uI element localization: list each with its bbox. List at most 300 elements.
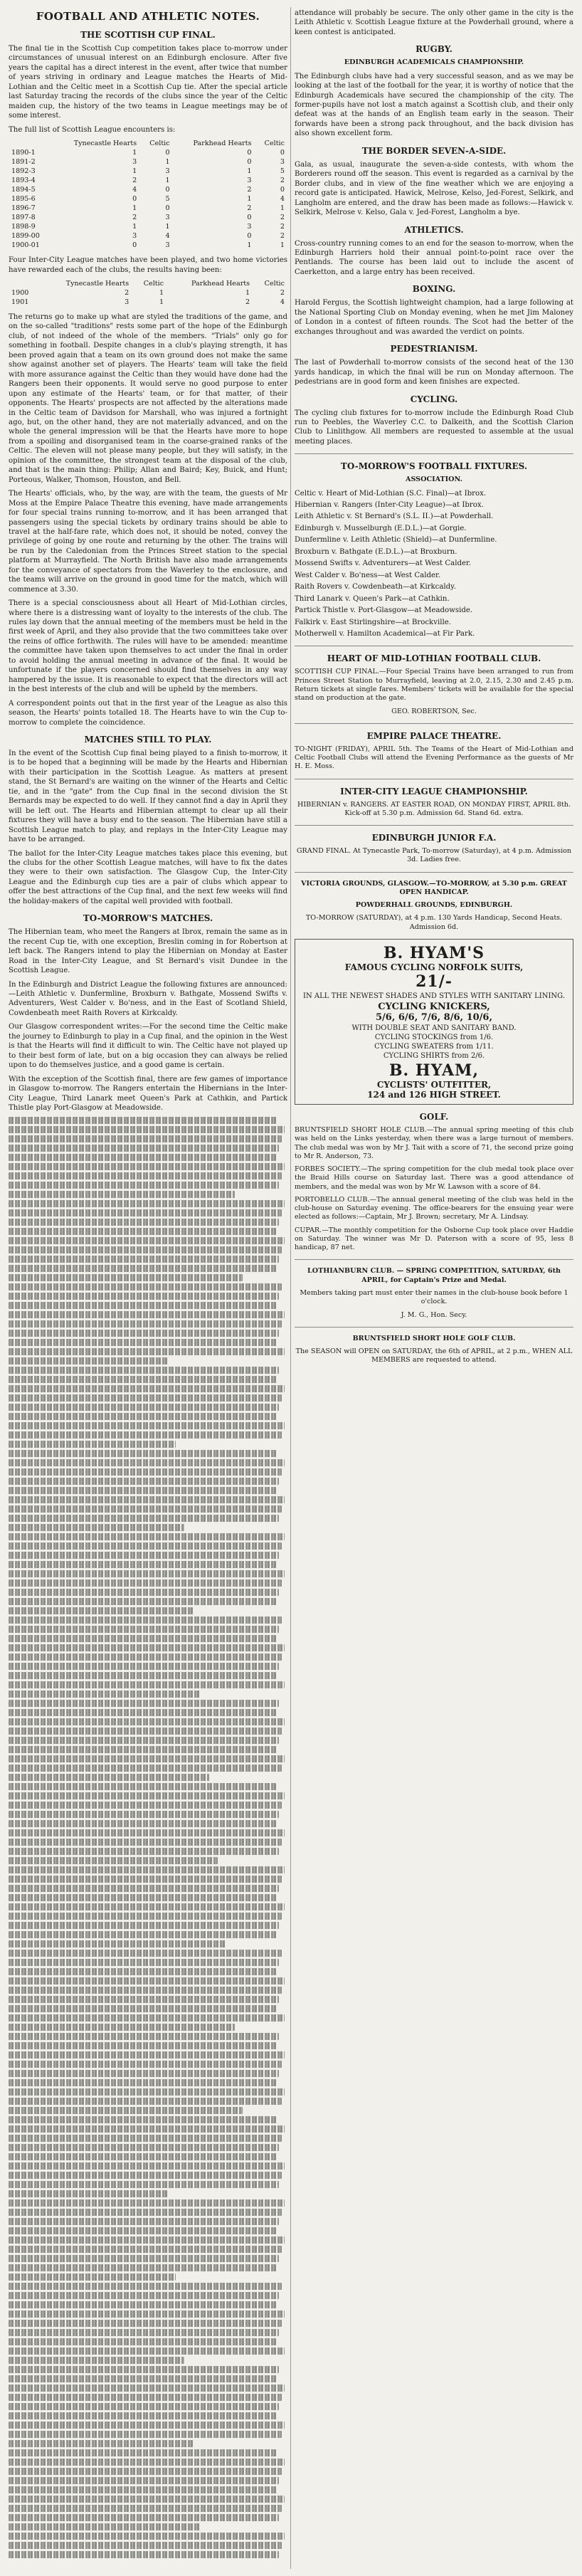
- text-line: [9, 2088, 285, 2096]
- fixture-item: Broxburn v. Bathgate (E.D.L.)—at Broxburn.: [295, 547, 457, 556]
- text-line: [9, 2486, 276, 2493]
- table-cell: 2: [280, 288, 285, 297]
- text-line: [9, 2375, 276, 2382]
- fixture-item: Celtic v. Heart of Mid-Lothian (S.C. Final)—at Ibrox.: [295, 489, 487, 498]
- table-row: [9, 222, 287, 231]
- table-cell: 1898-9: [11, 223, 36, 231]
- text-line: [9, 1293, 279, 1300]
- powderhall-ad-heading: POWDERHALL GROUNDS, EDINBURGH.: [355, 901, 513, 910]
- table-cell: 2: [280, 177, 285, 185]
- table-cell: 1: [165, 158, 170, 167]
- column-divider: [290, 7, 291, 2569]
- table-cell: 1892-3: [11, 167, 36, 176]
- table-cell: 2: [245, 298, 250, 306]
- text-line: [9, 1533, 285, 1540]
- text-line: [9, 2533, 285, 2540]
- notice-signature: GEO. ROBERTSON, Sec.: [391, 707, 477, 715]
- fixtures-subheading: ASSOCIATION.: [406, 475, 462, 484]
- ad-description: IN ALL THE NEWEST SHADES AND STYLES WITH SANITARY LINING.: [303, 992, 565, 1000]
- advertiser-trade: CYCLISTS' OUTFITTER,: [376, 1079, 492, 1090]
- text-line: [9, 2283, 282, 2290]
- text-line: [9, 1672, 276, 1679]
- ad-prices: 5/6, 6/6, 7/6, 8/6, 10/6,: [376, 1011, 492, 1023]
- text-line: [9, 1783, 276, 1790]
- text-line: [9, 1811, 279, 1818]
- text-line: [9, 2542, 282, 2549]
- table-row: [9, 231, 287, 241]
- table-cell: 1895-6: [11, 195, 36, 204]
- notice-heading: HEART OF MID-LOTHIAN FOOTBALL CLUB.: [327, 653, 541, 664]
- text-line: [9, 1117, 276, 1124]
- table-cell: 1901: [11, 298, 29, 306]
- article-paragraph: The ballot for the Inter-City League matches takes place this evening, but the clubs for the other Scottish League matches, will have to fix the dates they were to their own satisfaction. The Glasgow Cup, the Inter-City League and the Edinburgh cup ties are a pair of clubs which appear to offer the best attractions of the Cup final, and the next few weeks will find the holiday-makers of the capital well provided with football.: [9, 849, 287, 905]
- text-line: [9, 1246, 282, 1253]
- table-cell: 1: [245, 288, 250, 297]
- text-line: [9, 2061, 282, 2068]
- table-cell: 3: [165, 167, 170, 176]
- text-line: [9, 2107, 243, 2114]
- text-line: [9, 1866, 285, 1873]
- text-line: [9, 1320, 282, 1328]
- text-line: [9, 1163, 285, 1170]
- table-cell: 1900-01: [11, 241, 40, 250]
- text-line: [9, 1718, 285, 1725]
- text-line: [9, 1848, 279, 1855]
- text-line: [9, 1219, 279, 1226]
- fixture-item: Motherwell v. Hamilton Academical—at Fir Park.: [295, 630, 475, 638]
- text-line: [9, 1746, 276, 1753]
- table-cell: 1: [132, 149, 137, 157]
- text-line: [9, 1394, 282, 1402]
- junior-ad-text: GRAND FINAL. At Tynecastle Park, To-morrow (Saturday), at 4 p.m. Admission 3d. Ladies free.: [296, 847, 572, 864]
- text-line: [9, 1228, 276, 1235]
- article-paragraph: The returns go to make up what are styled the traditions of the game, and on the so-called "traditions" rests some part of the hope of the Edinburgh club, of not indeed of the whole of the members. "Trials" only go for something in football. Despite changes in a club's playing strength, it has been proved again that a team on its own ground does not make the same show against another set of players. The Hearts' team will take the field with more assurance against the Celtic than they would have done had the Rangers been their opponents. It would serve no good purpose to enter upon any estimate of the Hearts' team, or for that matter, of their opponents. The Hearts' prospects are not affected by the alterations made in the Celtic team of Davidson for Marshall, who was injured a fortnight ago, but, on the other hand, they are not materially advanced, and on the whole the general impression will be that the Hearts have more to hope from a spoiling and disorganised team in the coarse-grained ranks of the Celtic. The eleven will not please many people, but they will satisfy, in the opinion of the committee, the strongest team at the disposal of the club, and that is the main thing: Philip; Allan and Baird; Key, Buick, and Hunt; Porteous, Walker, Thomson, Houston, and Bell.: [9, 312, 287, 484]
- advertiser-name: B. HYAM,: [388, 1061, 480, 1080]
- table-cell: 0: [132, 241, 137, 250]
- article-paragraph: The Hearts' officials, who, by the way, are with the team, the guests of Mr Moss at the Empire Palace Theatre this evening, have made arrangements for four special trains running to-morrow, and it has been arranged that passengers using the special tickets by ordinary trains should be able to travel at the half-fare rate, which does not, it should be noted, convey the privilege of going by one route and returning by the other. The trains will be run by the Caledonian from the Princes Street station to the special platform at Murrayfield. The North British have also made arrangements for the conveyance of spectators from the Waverley to the enclosure, and the teams will arrive on the ground in good time for the match, which will commence at 3.30.: [9, 490, 287, 594]
- text-line: [9, 1330, 279, 1337]
- table-cell: 4: [280, 298, 285, 306]
- table-cell: 0: [280, 149, 285, 157]
- text-line: [9, 1542, 282, 1550]
- table-cell: 3: [247, 177, 252, 185]
- table-header-cell: Celtic: [149, 140, 170, 148]
- text-line: [9, 2079, 276, 2086]
- table-cell: 3: [132, 232, 137, 241]
- text-line: [9, 1348, 285, 1355]
- text-line: [9, 1126, 285, 1133]
- club-notice-heading: LOTHIANBURN CLUB. — SPRING COMPETITION, SATURDAY, 6th APRIL, for Captain's Prize and Medal.: [307, 1267, 561, 1284]
- table-cell: 2: [132, 214, 137, 222]
- text-line: [9, 2403, 279, 2410]
- table-cell: 0: [247, 232, 252, 241]
- table-header-cell: Parkhead Hearts: [193, 140, 252, 148]
- text-line: [9, 1728, 282, 1735]
- text-line: [9, 2264, 276, 2271]
- text-line: [9, 2477, 279, 2484]
- text-line: [9, 1505, 282, 1513]
- text-line: [9, 2190, 167, 2197]
- article-subheading: THE BORDER SEVEN-A-SIDE.: [361, 145, 507, 156]
- text-line: [9, 2422, 285, 2429]
- article-paragraph: Gala, as usual, inaugurate the seven-a-side contests, with whom the Borderers round off the season. This event is regarded as a carnival by the Border clubs, and in view of the fine weather which we are enjoying a record gate is anticipated. Hawick, Melrose, Kelso, Jed-Forest, Selkirk, and Langholm are entered, and the draw has been made as follows:—Hawick v. Selkirk, Melrose v. Kelso, Gala v. Jed-Forest, Langholm a bye.: [295, 160, 573, 217]
- table-cell: 1: [159, 298, 164, 306]
- table-cell: 4: [132, 186, 137, 194]
- text-line: [9, 1496, 285, 1503]
- table-header-cell: Celtic: [264, 279, 285, 288]
- text-line: [9, 1681, 285, 1688]
- text-line: [9, 2412, 276, 2419]
- text-line: [9, 1237, 285, 1244]
- text-line: [9, 2005, 276, 2012]
- club-notice-text: Members taking part must enter their names in the club-house book before 1 o'clock.: [300, 1288, 568, 1306]
- text-line: [9, 1876, 282, 1883]
- text-line: [9, 1357, 167, 1365]
- text-line: [9, 2459, 285, 2466]
- table-cell: 1: [247, 241, 252, 250]
- text-line: [9, 2329, 279, 2336]
- table-cell: 1: [159, 288, 164, 297]
- ad-item: CYCLING SHIRTS from 2/6.: [383, 1051, 485, 1060]
- table-cell: 1: [132, 204, 137, 213]
- table-row: [9, 298, 287, 307]
- text-line: [9, 1283, 282, 1290]
- article-paragraph: The Edinburgh clubs have had a very successful season, and as we may be looking at the last of the football for the year, it is worthy of notice that the Edinburgh Academicals have secured the championship of the city. The former-pupils have not lost a match against a Scottish club, and their only defeat was at the hands of an English team early in the season. Their forwards have been a strong pack throughout, and the back division has also shown excellent form.: [295, 72, 573, 138]
- table-row: [9, 213, 287, 222]
- league-ad-heading: INTER-CITY LEAGUE CHAMPIONSHIP.: [340, 786, 528, 797]
- text-line: [9, 1996, 279, 2003]
- text-line: [9, 2181, 279, 2188]
- text-line: [9, 2125, 285, 2133]
- text-line: [9, 1700, 279, 1707]
- table-cell: 3: [165, 214, 170, 222]
- text-line: [9, 2051, 285, 2059]
- text-line: [9, 1987, 282, 1994]
- article-paragraph: There is a special consciousness about all Heart of Mid-Lothian circles, where there is a distressing want of loyalty to the interests of the club. The rules lay down that the annual meeting of the members must be held in the first week of April, and they also provide that the two committees take over the reins of office forthwith. The rules will have to be amended: meantime the committee have taken upon themselves to act under the final in order to avoid holding the annual meeting in advance of the final. It would be unfortunate if the players concerned should find themselves in any way hampered by the issue. It is reasonable to expect that the directors will act in the best interests of the club and will be upheld by the members.: [9, 599, 287, 694]
- golf-paragraph: CUPAR.—The monthly competition for the Osborne Cup took place over Haddie on Saturday. The winner was Mr D. Paterson with a score of 95, less 8 handicap, 87 net.: [295, 1226, 573, 1252]
- powderhall-ad-text: TO-MORROW (SATURDAY), at 4 p.m. 130 Yards Handicap, Second Heats. Admission 6d.: [305, 914, 563, 931]
- table-row: [9, 194, 287, 204]
- table-header-cell: Tynecastle Hearts: [73, 140, 137, 148]
- text-line: [9, 2246, 282, 2253]
- junior-ad-heading: EDINBURGH JUNIOR F.A.: [371, 833, 497, 843]
- fixture-item: West Calder v. Bo'ness—at West Calder.: [295, 571, 440, 579]
- text-line: [9, 1552, 279, 1559]
- text-line: [9, 2505, 282, 2512]
- text-line: [9, 1977, 285, 1984]
- section-divider: [295, 723, 573, 724]
- table-row: [9, 167, 287, 176]
- table-cell: 4: [165, 232, 170, 241]
- text-line: [9, 1209, 282, 1216]
- advertiser-address: 124 and 126 HIGH STREET.: [367, 1089, 501, 1100]
- text-line: [9, 1579, 282, 1587]
- article-paragraph: Harold Fergus, the Scottish lightweight champion, had a large following at the National Sporting Club on Monday evening, when he met Jim Maloney of London in a contest of fifteen rounds. The Scot had the better of the exchanges throughout and was awarded the verdict on points.: [295, 299, 573, 336]
- fixture-item: Raith Rovers v. Cowdenbeath—at Kirkcaldy.: [295, 583, 456, 592]
- article-paragraph: In the Edinburgh and District League the following fixtures are announced:—Leith Athletic v. Dunfermline, Broxburn v. Bathgate, Mossend Swifts v. Adventurers, West Calder v. Bo'ness, and in the East of Scotland Shield, Cowdenbeath meet Raith Rovers at Kirkcaldy.: [9, 980, 287, 1017]
- continued-text-lines: [9, 1117, 287, 2558]
- article-heading: THE SCOTTISH CUP FINAL.: [80, 30, 216, 40]
- article-paragraph: Our Glasgow correspondent writes:—For the second time the Celtic make the journey to Edinburgh to play in a Cup final, and the opinion in the West is that the Hearts will find it difficult to win. The Celtic have not played up to their best form of late, but on a big occasion they can always be relied upon to do themselves justice, and a good game is certain.: [9, 1023, 287, 1070]
- notice-text: SCOTTISH CUP FINAL.—Four Special Trains have been arranged to run from Princes Street Station to Murrayfield, leaving at 2.0, 2.15, 2.30 and 2.45 p.m. Return tickets at single fares. Members' tickets will be available for the special stand on production at the gate.: [295, 668, 573, 703]
- text-line: [9, 1663, 279, 1670]
- table-cell: 0: [280, 186, 285, 194]
- text-line: [9, 2523, 201, 2530]
- table-cell: 5: [280, 167, 285, 176]
- text-line: [9, 1802, 282, 1809]
- table-row: [9, 241, 287, 250]
- text-line: [9, 1792, 285, 1799]
- table-cell: 1893-4: [11, 177, 36, 185]
- table-cell: 0: [132, 195, 137, 204]
- advertiser-name: B. HYAM'S: [383, 943, 485, 962]
- text-line: [9, 1709, 276, 1716]
- table-cell: 1: [247, 195, 252, 204]
- table-cell: 2: [247, 204, 252, 213]
- section-divider: [295, 825, 573, 826]
- table-cell: 1: [280, 241, 285, 250]
- text-line: [9, 2255, 279, 2262]
- table-cell: 1: [165, 223, 170, 231]
- text-line: [9, 2135, 282, 2142]
- text-line: [9, 1765, 282, 1772]
- text-line: [9, 1274, 243, 1281]
- table-cell: 1897-8: [11, 214, 36, 222]
- text-line: [9, 1441, 176, 1448]
- table-header-cell: Celtic: [143, 279, 164, 288]
- text-line: [9, 1857, 218, 1864]
- table-cell: 1896-7: [11, 204, 36, 213]
- text-line: [9, 1691, 201, 1698]
- text-line: [9, 1191, 235, 1198]
- table-cell: 0: [165, 186, 170, 194]
- article-paragraph: The Hibernian team, who meet the Rangers at Ibrox, remain the same as in the recent Cup tie, with one exception, Breslin coming in for Robertson at left back. The Rangers intend to play the Hibernian on Monday at Easter Road in the Inter-City League, and St Bernard's visit Dundee in the Scottish League.: [9, 928, 287, 975]
- fixture-item: Partick Thistle v. Port-Glasgow—at Meadowside.: [295, 606, 473, 615]
- article-subheading: EDINBURGH ACADEMICALS CHAMPIONSHIP.: [344, 58, 524, 67]
- table-cell: 5: [165, 195, 170, 204]
- text-line: [9, 2449, 276, 2456]
- text-line: [9, 1339, 276, 1346]
- section-divider: [295, 453, 573, 454]
- text-line: [9, 2153, 276, 2160]
- club-notice-signature: J. M. G., Hon. Secy.: [401, 1310, 467, 1319]
- ad-price: 21/-: [416, 972, 453, 991]
- text-line: [9, 2357, 184, 2364]
- text-line: [9, 2292, 279, 2299]
- text-line: [9, 1561, 276, 1568]
- text-line: [9, 2236, 285, 2244]
- ad-description: WITH DOUBLE SEAT AND SANITARY BAND.: [351, 1024, 517, 1032]
- golf-heading: GOLF.: [419, 1111, 449, 1122]
- text-line: [9, 1413, 276, 1420]
- table-cell: 2: [280, 214, 285, 222]
- article-subheading: MATCHES STILL TO PLAY.: [84, 735, 212, 745]
- theatre-text: TO-NIGHT (FRIDAY), APRIL 5th. The Teams of the Heart of Mid-Lothian and Celtic Football Clubs will attend the Evening Performance as the guests of Mr H. E. Moss.: [295, 745, 573, 771]
- table-cell: 1: [165, 177, 170, 185]
- text-line: [9, 2468, 282, 2475]
- article-paragraph: The final tie in the Scottish Cup competition takes place to-morrow under circumstances of unusual interest on an Edinburgh enclosure. After five years the capital has a direct interest in the event, after twice that number of years striving in ordinary and League matches the Hearts of Mid-Lothian and the Celtic meet in a Scottish Cup tie. After the special article last Saturday tracing the records of the clubs since the year of the Celtic maiden cup, the history of the two teams in League meetings may be of some interest.: [9, 45, 287, 120]
- table-cell: 0: [165, 204, 170, 213]
- article-subheading: RUGBY.: [416, 44, 453, 55]
- article-subheading: BOXING.: [412, 284, 456, 295]
- text-line: [9, 1570, 285, 1577]
- ad-item: CYCLING SWEATERS from 1/11.: [374, 1042, 494, 1051]
- text-line: [9, 2199, 285, 2207]
- text-line: [9, 2172, 282, 2179]
- fixture-item: Hibernian v. Rangers (Inter-City League)—at Ibrox.: [295, 501, 484, 510]
- stats-intro: The full list of Scottish League encounters is:: [9, 125, 176, 134]
- table-header-cell: Celtic: [264, 140, 285, 148]
- text-line: [9, 2209, 282, 2216]
- text-line: [9, 1968, 276, 1975]
- text-line: [9, 2431, 282, 2438]
- table-row: [9, 176, 287, 185]
- fixtures-heading: TO-MORROW'S FOOTBALL FIXTURES.: [340, 461, 528, 472]
- table-cell: 3: [280, 158, 285, 167]
- ad-item: CYCLING STOCKINGS from 1/6.: [374, 1033, 494, 1041]
- text-line: [9, 1922, 279, 1929]
- article-subheading: ATHLETICS.: [404, 224, 464, 235]
- text-line: [9, 1459, 285, 1466]
- fixture-item: Edinburgh v. Musselburgh (E.D.L.)—at Gorgie.: [295, 524, 467, 532]
- text-line: [9, 1598, 276, 1605]
- table-cell: 2: [125, 288, 129, 297]
- article-paragraph: The cycling club fixtures for to-morrow include the Edinburgh Road Club run to Peebles, the Waverley C.C. to Dalkeith, and the Scottish Clarion Club to Linlithgow. All members are requested to assemble at the usual meeting places.: [295, 409, 573, 446]
- text-line: [9, 1487, 276, 1494]
- text-line: [9, 1940, 226, 1947]
- text-line: [9, 1931, 276, 1938]
- table-row: [9, 185, 287, 194]
- text-line: [9, 1654, 282, 1661]
- text-line: [9, 2144, 279, 2151]
- table-cell: 2: [280, 223, 285, 231]
- text-line: [9, 1154, 276, 1161]
- table-header-cell: [9, 279, 40, 288]
- text-line: [9, 2070, 279, 2077]
- text-line: [9, 1950, 282, 1957]
- table-cell: 0: [247, 214, 252, 222]
- text-line: [9, 2514, 279, 2521]
- text-line: [9, 1468, 282, 1476]
- text-line: [9, 1885, 279, 1892]
- text-line: [9, 2348, 285, 2355]
- table-cell: 0: [247, 158, 252, 167]
- theatre-heading: EMPIRE PALACE THEATRE.: [366, 730, 502, 741]
- golf-paragraph: BRUNTSFIELD SHORT HOLE CLUB.—The annual spring meeting of this club was held on the Links yesterday, when there was a large turnout of members. The club medal was won by Mr J. Tait with a score of 71, the second prize going to Mr R. Anderson, 73.: [295, 1125, 573, 1160]
- text-line: [9, 2310, 285, 2318]
- text-line: [9, 1894, 276, 1901]
- table-cell: 3: [165, 241, 170, 250]
- table-cell: 1894-5: [11, 186, 36, 194]
- text-line: [9, 1367, 279, 1374]
- text-line: [9, 2301, 276, 2308]
- article-paragraph: Four Inter-City League matches have been played, and two home victories have rewarded each of the clubs, the results having been:: [9, 256, 287, 274]
- text-line: [9, 2218, 279, 2225]
- text-line: [9, 2024, 235, 2031]
- text-line: [9, 1589, 279, 1596]
- grounds-ad: VICTORIA GROUNDS, GLASGOW.—TO-MORROW, at 5.30 p.m. GREAT OPEN HANDICAP.: [301, 879, 567, 896]
- table-cell: 0: [247, 149, 252, 157]
- text-line: [9, 1302, 276, 1309]
- table-row: [9, 204, 287, 213]
- text-line: [9, 1376, 276, 1383]
- text-line: [9, 1145, 279, 1152]
- text-line: [9, 2440, 193, 2447]
- golf-paragraph: FORBES SOCIETY.—The spring competition for the club medal took place over the Braid Hills course on Saturday last. There was a good attendance of members, and the medal was won by Mr W. Lawson with a score of 84.: [295, 1165, 573, 1191]
- article-paragraph: With the exception of the Scottish final, there are few games of importance in Glasgow to-morrow. The Rangers entertain the Hibernians in the Inter-City League, Third Lanark meet Queen's Park at Cathkin, and Partick Thistle play Port-Glasgow at Meadowside.: [9, 1075, 287, 1112]
- article-subheading: CYCLING.: [410, 394, 458, 404]
- text-line: [9, 2496, 285, 2503]
- text-line: [9, 1913, 282, 1920]
- fixture-item: Mossend Swifts v. Adventurers—at West Calder.: [295, 559, 472, 568]
- fixture-item: Third Lanark v. Queen's Park—at Cathkin.: [295, 594, 450, 603]
- club-notice-heading: BRUNTSFIELD SHORT HOLE GOLF CLUB.: [352, 1334, 516, 1342]
- fixture-item: Falkirk v. East Stirlingshire—at Brockville.: [295, 618, 452, 626]
- text-line: [9, 1422, 285, 1429]
- section-divider: [295, 872, 573, 873]
- article-paragraph: A correspondent points out that in the first year of the League as also this season, the Hearts' points totalled 18. The Hearts have to win the Cup to-morrow to complete the coincidence.: [9, 699, 287, 727]
- table-cell: 0: [165, 149, 170, 157]
- text-line: [9, 1478, 279, 1485]
- text-line: [9, 1385, 285, 1392]
- text-line: [9, 1959, 279, 1966]
- text-line: [9, 1626, 279, 1633]
- text-line: [9, 1450, 276, 1457]
- article-subheading: PEDESTRIANISM.: [390, 344, 478, 354]
- text-line: [9, 2551, 279, 2558]
- text-line: [9, 2042, 276, 2049]
- article-paragraph: In the event of the Scottish Cup final being played to a finish to-morrow, it is to be hoped that a beginning will be made by the Hearts and Hibernian with their participation in the Scottish League. As matters at present stand, the St Bernard's are waiting on the winner of the Hearts and Celtic tie, and in the "gate" from the Cup final in the second division the St Bernards may be expected to do well. If they cannot find a day in April they will be left out. The Hearts and Hibernian attempt to clear up all their fixtures they will have a busy end to the season. The Hibernian have still a Scottish League match to play, and replays in the Inter-City League may have to be arranged.: [9, 750, 287, 844]
- table-cell: 1900: [11, 288, 29, 297]
- table-cell: 4: [280, 195, 285, 204]
- intercity-results-table: [9, 279, 287, 307]
- left-column: [9, 9, 287, 2569]
- league-results-table: [9, 139, 287, 250]
- table-cell: 1890-1: [11, 149, 36, 157]
- golf-paragraph: PORTOBELLO CLUB.—The annual general meeting of the club was held in the club-house on Saturday evening. The office-bearers for the ensuing year were elected as follows:—Captain, Mr J. Brown; secretary, Mr A. Lindsay.: [295, 1195, 573, 1221]
- table-row: [9, 288, 287, 298]
- text-line: [9, 2162, 285, 2170]
- text-line: [9, 1265, 276, 1272]
- article-paragraph: Cross-country running comes to an end for the season to-morrow, when the Edinburgh Harriers hold their annual point-to-point race over the Pentlands. The course has been laid out to include the ascent of Caerketton, and a large entry has been received.: [295, 239, 573, 276]
- table-cell: 3: [125, 298, 129, 306]
- table-header-cell: Tynecastle Hearts: [65, 279, 129, 288]
- club-notice-text: The SEASON will OPEN on SATURDAY, the 6th of APRIL, at 2 p.m., WHEN ALL MEMBERS are requested to attend.: [295, 1347, 573, 1365]
- text-line: [9, 1644, 285, 1651]
- text-line: [9, 1311, 285, 1318]
- text-line: [9, 1172, 282, 1179]
- right-column: [295, 9, 573, 2569]
- text-line: [9, 1616, 282, 1624]
- table-cell: 1: [280, 204, 285, 213]
- text-line: [9, 1404, 279, 1411]
- table-header-cell: [9, 139, 52, 148]
- league-ad-text: HIBERNIAN v. RANGERS. AT EASTER ROAD, ON MONDAY FIRST, APRIL 8th. Kick-off at 5.30 p.m. Admission 6d. Stand 6d. extra.: [297, 800, 571, 817]
- text-line: [9, 1200, 285, 1207]
- text-line: [9, 1755, 285, 1762]
- text-line: [9, 2338, 276, 2345]
- article-paragraph: attendance will probably be secure. The only other game in the city is the Leith Athletic v. Scottish League fixture at the Powderhall ground, where a keen contest is anticipated.: [295, 9, 573, 36]
- table-cell: 1: [132, 167, 137, 176]
- section-title: FOOTBALL AND ATHLETIC NOTES.: [36, 10, 260, 23]
- text-line: [9, 1635, 276, 1642]
- text-line: [9, 1524, 184, 1531]
- article-paragraph: The last of Powderhall to-morrow consists of the second heat of the 130 yards handicap, in which the final will be run on Monday afternoon. The pedestrians are in good form and keen finishes are expected.: [295, 359, 573, 387]
- fixture-item: Leith Athletic v. St Bernard's (S.L. II.)—at Powderhall.: [295, 512, 494, 521]
- text-line: [9, 2366, 279, 2373]
- hyam-advertisement: [295, 939, 573, 1105]
- text-line: [9, 1829, 285, 1836]
